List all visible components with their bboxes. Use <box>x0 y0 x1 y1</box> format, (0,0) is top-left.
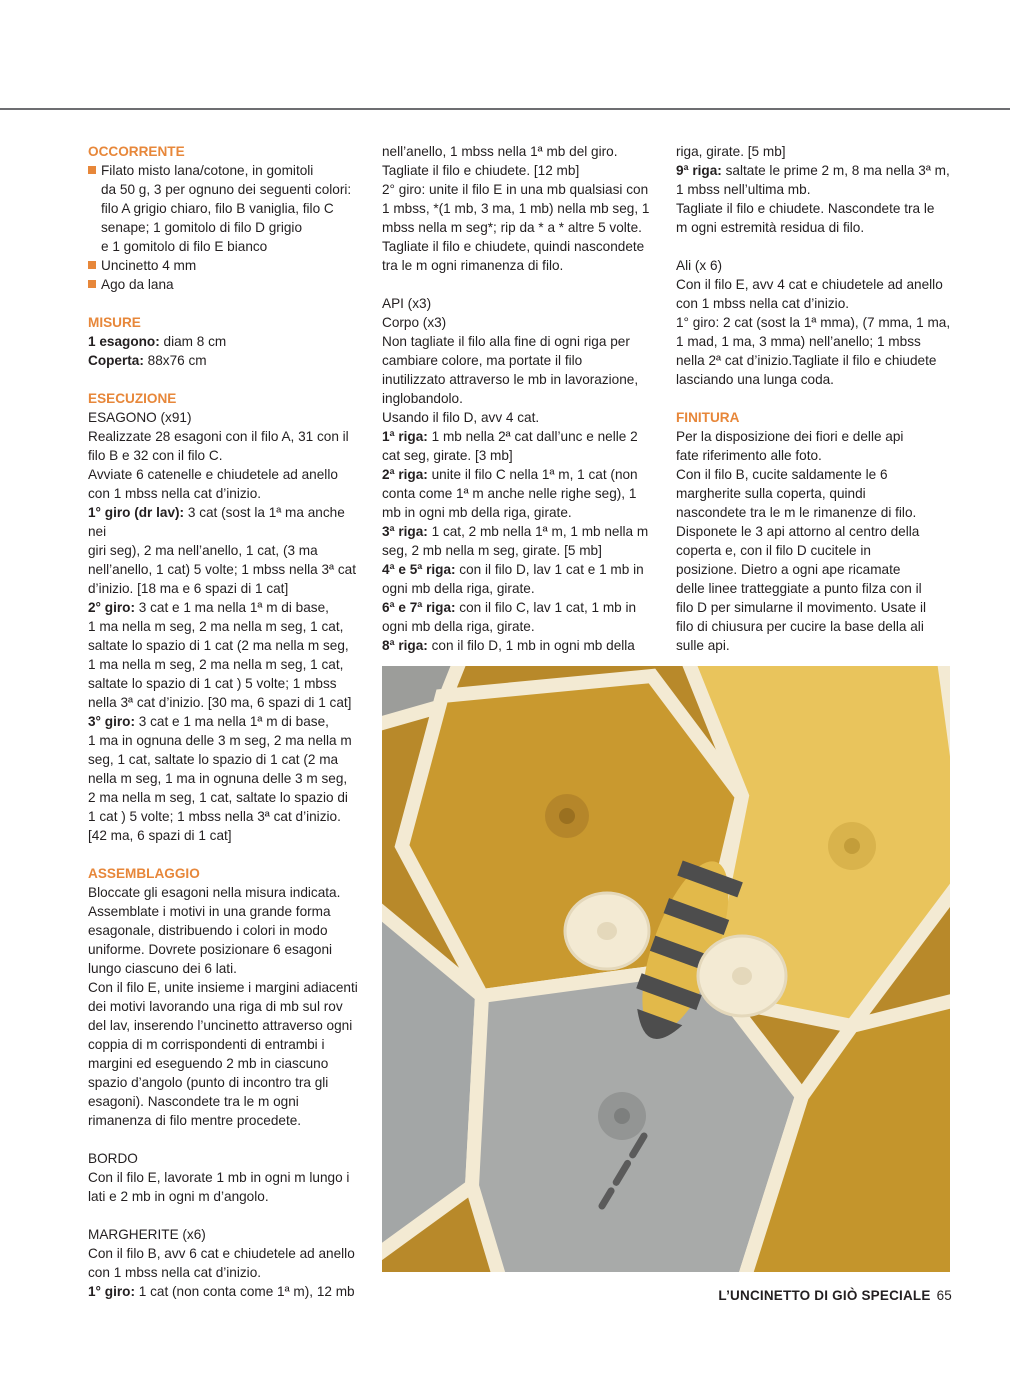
text-line <box>676 161 954 180</box>
text-line: saltate lo spazio di 1 cat ) 5 volte; 1 mbss <box>88 676 337 691</box>
text-line: Per la disposizione dei fiori e delle api <box>676 429 904 444</box>
subsection-title-margherite: MARGHERITE (x6) <box>88 1227 206 1242</box>
text-line: spazio d’angolo (punto di incontro tra gli <box>88 1075 329 1090</box>
text-line: conta come 1ª m anche nelle righe seg), 1 <box>382 486 637 501</box>
bold-label: 6ª e 7ª riga: <box>382 600 456 615</box>
text-line: ogni mb della riga, girate. <box>382 581 535 596</box>
text-line: Bloccate gli esagoni nella misura indicata. <box>88 885 341 900</box>
text-line: rimanenza di filo mentre procedete. <box>88 1113 302 1128</box>
text-line <box>88 332 364 351</box>
text-line: lungo ciascuno dei 6 lati. <box>88 961 237 976</box>
page-number: 65 <box>936 1288 952 1303</box>
text-span: con il filo C, lav 1 cat, 1 mb in <box>455 600 637 615</box>
text-line: posizione. Dietro a ogni ape ricamate <box>676 562 901 577</box>
text-span: 1 cat, 2 mb nella 1ª m, 1 mb nella m <box>427 524 649 539</box>
text-line: mb in ogni mb della riga, girate. <box>382 505 572 520</box>
text-line: 1 mbss nell’ultima mb. <box>676 182 811 197</box>
bold-label: 1° giro: <box>88 1284 135 1299</box>
text-line <box>382 560 658 579</box>
text-line: Tagliate il filo e chiudete. Nascondete tra le <box>676 201 935 216</box>
text-line: filo B e 32 con il filo C. <box>88 448 223 463</box>
text-line: Con il filo B, avv 6 cat e chiudetele ad anello <box>88 1246 355 1261</box>
subsection-title-api: API (x3) <box>382 296 432 311</box>
text-line <box>382 427 658 446</box>
text-line: coperta e, con il filo D cucitele in <box>676 543 871 558</box>
crochet-illustration <box>382 666 950 1272</box>
column-left <box>88 142 364 1301</box>
text-line: filo di chiusura per cucire la base della ali <box>676 619 924 634</box>
column-middle <box>382 142 658 655</box>
text-line: cambiare colore, ma portate il filo <box>382 353 583 368</box>
list-item-uncinetto <box>88 256 364 275</box>
bold-label: 4ª e 5ª riga: <box>382 562 456 577</box>
text-line: nella 2ª cat d’inizio.Tagliate il filo e chiudete <box>676 353 937 368</box>
text-line: Ago da lana <box>101 277 174 292</box>
text-line <box>88 712 364 731</box>
text-span: con il filo D, 1 mb in ogni mb della <box>427 638 635 653</box>
text-line: dei motivi lavorando una riga di mb sul rov <box>88 999 343 1014</box>
bold-label: Coperta: <box>88 353 144 368</box>
text-line: filo D per simularne il movimento. Usate il <box>676 600 927 615</box>
hexagon-center-hole <box>614 1108 630 1124</box>
section-title-misure: MISURE <box>88 315 141 330</box>
bold-label: 1° giro (dr lav): <box>88 505 185 520</box>
text-line: senape; 1 gomitolo di filo D grigio <box>101 220 302 235</box>
text-line: esagonale, distribuendo i colori in modo <box>88 923 328 938</box>
text-line <box>88 351 364 370</box>
text-span: 88x76 cm <box>143 353 207 368</box>
text-span: con il filo D, lav 1 cat e 1 mb in <box>455 562 644 577</box>
magazine-title: L’UNCINETTO DI GIÒ SPECIALE <box>718 1288 931 1303</box>
text-line: margini ed eseguendo 2 mb in ciascuno <box>88 1056 329 1071</box>
text-line: 1 mbss, *(1 mb, 3 ma, 1 mb) nella mb seg, 1 <box>382 201 650 216</box>
text-line: fate riferimento alle foto. <box>676 448 822 463</box>
column-right <box>676 142 954 655</box>
text-line: sulle api. <box>676 638 730 653</box>
text-span: 3 cat e 1 ma nella 1ª m di base, <box>134 600 329 615</box>
text-line: nella m seg, 1 ma in ognuna delle 3 m seg, <box>88 771 348 786</box>
bold-label: 1 esagono: <box>88 334 160 349</box>
text-line: esagoni). Nascondete tra le m ogni <box>88 1094 299 1109</box>
bold-label: 1ª riga: <box>382 429 428 444</box>
text-line: Tagliate il filo e chiudete. [12 mb] <box>382 163 580 178</box>
text-line: d’inizio. [18 ma e 6 spazi di 1 cat] <box>88 581 289 596</box>
text-line: Disponete le 3 api attorno al centro della <box>676 524 920 539</box>
text-line: giri seg), 2 ma nell’anello, 1 cat, (3 ma <box>88 543 318 558</box>
text-line: Filato misto lana/cotone, in gomitoli <box>101 163 314 178</box>
bold-label: 8ª riga: <box>382 638 428 653</box>
text-line: inutilizzato attraverso le mb in lavorazione, <box>382 372 639 387</box>
text-line: con 1 mbss nella cat d’inizio. <box>676 296 850 311</box>
text-line <box>88 1282 364 1301</box>
section-title-occorrente: OCCORRENTE <box>88 144 185 159</box>
text-line: 1 cat ) 5 volte; 1 mbss nella 3ª cat d’inizio. <box>88 809 341 824</box>
text-line: coppia di m corrispondenti di entrambi i <box>88 1037 325 1052</box>
bold-label: 3ª riga: <box>382 524 428 539</box>
text-line: 1 ma in ognuna delle 3 m seg, 2 ma nella m <box>88 733 352 748</box>
bold-label: 9ª riga: <box>676 163 722 178</box>
text-span: 1 cat (non conta come 1ª m), 12 mb <box>134 1284 355 1299</box>
text-line: Avviate 6 catenelle e chiudetele ad anello <box>88 467 338 482</box>
subsection-title-esagono: ESAGONO (x91) <box>88 410 192 425</box>
text-line: lati e 2 mb in ogni m d’angolo. <box>88 1189 269 1204</box>
subsection-title-bordo: BORDO <box>88 1151 138 1166</box>
text-span: diam 8 cm <box>159 334 227 349</box>
text-line: nella 3ª cat d’inizio. [30 ma, 6 spazi di 1 cat] <box>88 695 352 710</box>
text-line: cat seg, girate. [3 mb] <box>382 448 513 463</box>
text-line: nascondete tra le m le rimanenze di filo. <box>676 505 917 520</box>
text-line: filo A grigio chiaro, filo B vaniglia, filo C <box>101 201 334 216</box>
text-line: da 50 g, 3 per ognuno dei seguenti colori: <box>101 182 352 197</box>
text-line: delle linee tratteggiate a punto filza con il <box>676 581 922 596</box>
text-line <box>382 522 658 541</box>
text-span: 1 mb nella 2ª cat dall’unc e nelle 2 <box>427 429 638 444</box>
text-line <box>382 636 658 655</box>
section-title-esecuzione: ESECUZIONE <box>88 391 177 406</box>
text-line: con 1 mbss nella cat d’inizio. <box>88 1265 262 1280</box>
text-line: inglobandolo. <box>382 391 463 406</box>
bee-wing-center <box>732 967 752 985</box>
text-line: con 1 mbss nella cat d’inizio. <box>88 486 262 501</box>
text-line: Con il filo E, unite insieme i margini adiacenti <box>88 980 358 995</box>
text-line: 2° giro: unite il filo E in una mb qualsiasi con <box>382 182 649 197</box>
text-span: saltate le prime 2 m, 8 ma nella 3ª m, <box>721 163 950 178</box>
page-footer <box>718 1288 952 1303</box>
text-span: 3 cat (sost la 1ª ma anche nei <box>88 505 345 539</box>
section-title-finitura: FINITURA <box>676 410 740 425</box>
subsection-title-ali: Ali (x 6) <box>676 258 723 273</box>
text-line: nell’anello, 1 mbss nella 1ª mb del giro. <box>382 144 618 159</box>
text-line: Uncinetto 4 mm <box>101 258 197 273</box>
text-line: mbss nella m seg*; rip da * a * altre 5 volte. <box>382 220 642 235</box>
list-item-ago <box>88 275 364 294</box>
list-item-filato <box>88 161 364 256</box>
bold-label: 2° giro: <box>88 600 135 615</box>
bold-label: 3° giro: <box>88 714 135 729</box>
text-line <box>382 598 658 617</box>
bee-wing-center <box>597 922 617 940</box>
text-line: 1 mad, 1 ma, 3 mma) nell’anello; 1 mbss <box>676 334 921 349</box>
text-line <box>382 465 658 484</box>
text-line: 1 ma nella m seg, 2 ma nella m seg, 1 cat, <box>88 619 344 634</box>
text-line: 1° giro: 2 cat (sost la 1ª mma), (7 mma, 1 ma, <box>676 315 951 330</box>
text-line: m ogni estremità residua di filo. <box>676 220 865 235</box>
text-line <box>88 598 364 617</box>
hexagon-center-hole <box>844 838 860 854</box>
text-line: riga, girate. [5 mb] <box>676 144 786 159</box>
text-line: lasciando una lunga coda. <box>676 372 834 387</box>
text-line: 2 ma nella m seg, 1 cat, saltate lo spazio di <box>88 790 348 805</box>
bold-label: 2ª riga: <box>382 467 428 482</box>
text-line: Con il filo B, cucite saldamente le 6 <box>676 467 888 482</box>
text-line: uniforme. Dovrete posizionare 6 esagoni <box>88 942 333 957</box>
text-line: Tagliate il filo e chiudete, quindi nascondete <box>382 239 645 254</box>
text-line: Con il filo E, lavorate 1 mb in ogni m lungo i <box>88 1170 350 1185</box>
text-line: Realizzate 28 esagoni con il filo A, 31 con il <box>88 429 349 444</box>
crochet-photo <box>382 666 950 1272</box>
text-line: tra le m ogni rimanenza di filo. <box>382 258 564 273</box>
text-line: Usando il filo D, avv 4 cat. <box>382 410 540 425</box>
text-line: [42 ma, 6 spazi di 1 cat] <box>88 828 232 843</box>
text-line: del lav, inserendo l’uncinetto attraverso ogni <box>88 1018 353 1033</box>
section-title-assemblaggio: ASSEMBLAGGIO <box>88 866 200 881</box>
text-line: saltate lo spazio di 1 cat (2 ma nella m seg, <box>88 638 349 653</box>
text-span: unite il filo C nella 1ª m, 1 cat (non <box>427 467 638 482</box>
text-span: 3 cat e 1 ma nella 1ª m di base, <box>134 714 329 729</box>
text-line: nell’anello, 1 cat) 5 volte; 1 mbss nella 3ª cat <box>88 562 356 577</box>
hexagon-center-hole <box>559 808 575 824</box>
text-line: seg, 2 mb nella m seg, girate. [5 mb] <box>382 543 602 558</box>
subsection-title-corpo: Corpo (x3) <box>382 315 447 330</box>
text-line: 1 ma nella m seg, 2 ma nella m seg, 1 cat, <box>88 657 344 672</box>
text-line <box>88 503 364 541</box>
text-line: margherite sulla coperta, quindi <box>676 486 866 501</box>
top-rule <box>0 108 1010 110</box>
text-line: Non tagliate il filo alla fine di ogni riga per <box>382 334 630 349</box>
text-line: ogni mb della riga, girate. <box>382 619 535 634</box>
text-line: Assemblate i motivi in una grande forma <box>88 904 331 919</box>
text-line: e 1 gomitolo di filo E bianco <box>101 239 268 254</box>
text-line: Con il filo E, avv 4 cat e chiudetele ad anello <box>676 277 943 292</box>
text-line: seg, 1 cat, saltate lo spazio di 1 cat (2 ma <box>88 752 339 767</box>
